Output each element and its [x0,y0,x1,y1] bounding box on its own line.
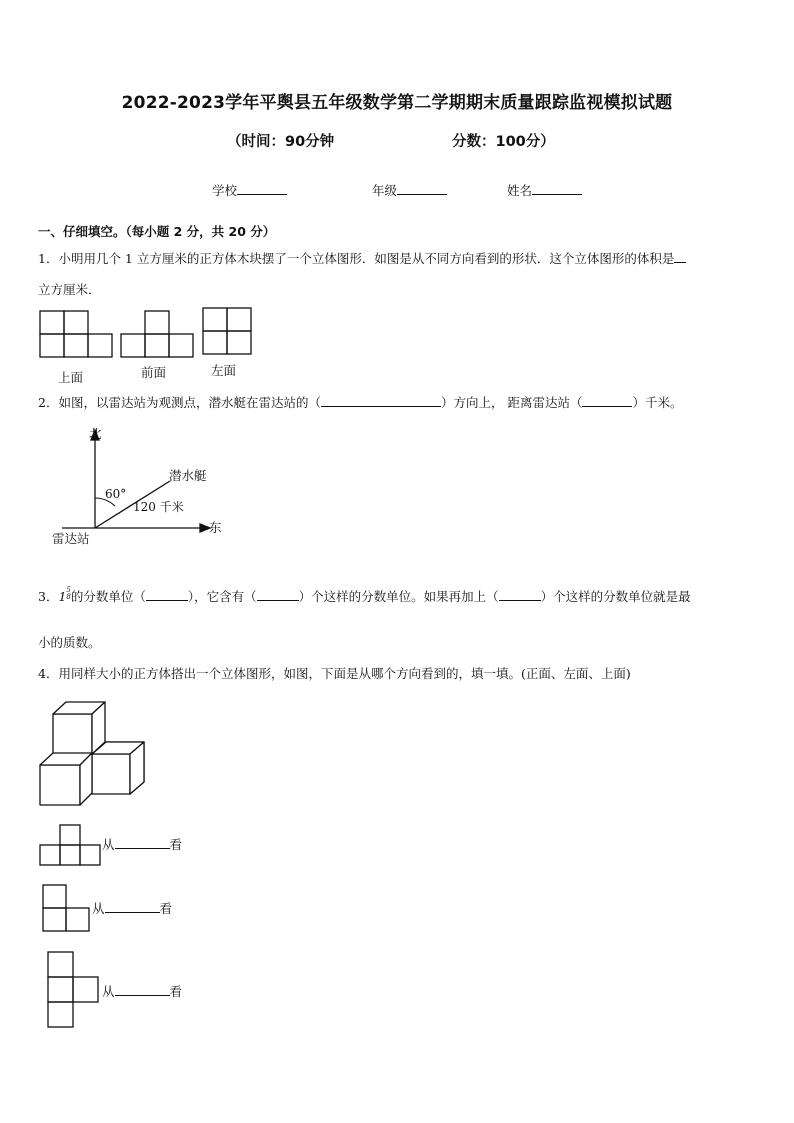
q3-denominator: 8 [66,593,71,601]
q3-whole: 1 [58,589,67,604]
grade-label: 年级 [372,183,398,198]
section-heading: 一、仔细填空。（每小题 2 分，共 20 分） [38,224,276,239]
page-title: 2022-2023学年平舆县五年级数学第二学期期末质量跟踪监视模拟试题 [121,93,673,113]
q4-blank-2[interactable] [105,900,160,913]
q1-label-front: 前面 [141,365,167,380]
q2-north-label: 北 [89,426,102,441]
q2-middle: ）方向上， 距离雷达站（ [440,395,583,410]
q4-look-2: 看 [159,901,173,916]
q4-blank-3[interactable] [115,983,170,996]
q3-line2: 小的质数。 [38,635,101,650]
q4-answer-2 [92,900,172,918]
q4-from-1: 从 [102,837,115,852]
q2-distance-label: 120 千米 [133,500,184,514]
q4-from-2: 从 [92,901,105,916]
q1-line2: 立方厘米． [38,282,101,297]
q2-station-label: 雷达站 [52,531,90,546]
q4-blank-1[interactable] [115,836,170,849]
name-label: 姓名 [507,183,533,198]
q2-east-label: 东 [209,520,222,535]
q2-suffix: ）千米。 [632,395,683,410]
q2-angle-label: 60° [105,487,127,501]
exam-time: （时间：90分钟 [227,134,335,150]
q1-label-top: 上面 [58,370,84,385]
q4-look-1: 看 [169,837,183,852]
q4-answer-3 [102,983,182,1001]
q1-text: 1．小明用几个 1 立方厘米的正方体木块摆了一个立体图形．如图是从不同方向看到的形状．这个立体图形的体积是 [38,251,675,266]
q4-text: 4．用同样大小的正方体搭出一个立体图形，如图，下面是从哪个方向看到的，填一填。(正面、左面、上面) [38,666,631,681]
exam-score: 分数：100分） [452,134,555,150]
q2-prefix: 2．如图，以雷达站为观测点，潜水艇在雷达站的（ [38,395,321,410]
q3-prefix: 3． [38,589,59,604]
school-label: 学校 [212,183,238,198]
q3-part4: ）个这样的分数单位就是最 [540,589,691,604]
q3-part1: 的分数单位（ [70,589,146,604]
q2-submarine-label: 潜水艇 [169,468,207,483]
q4-answer-1 [102,836,182,854]
q1-label-left: 左面 [211,363,237,378]
q3-part2: ），它含有（ [187,589,257,604]
q4-look-3: 看 [169,984,183,999]
q4-from-3: 从 [102,984,115,999]
q3-part3: ）个这样的分数单位。如果再加上（ [298,589,499,604]
q3-numerator: 5 [66,586,71,594]
